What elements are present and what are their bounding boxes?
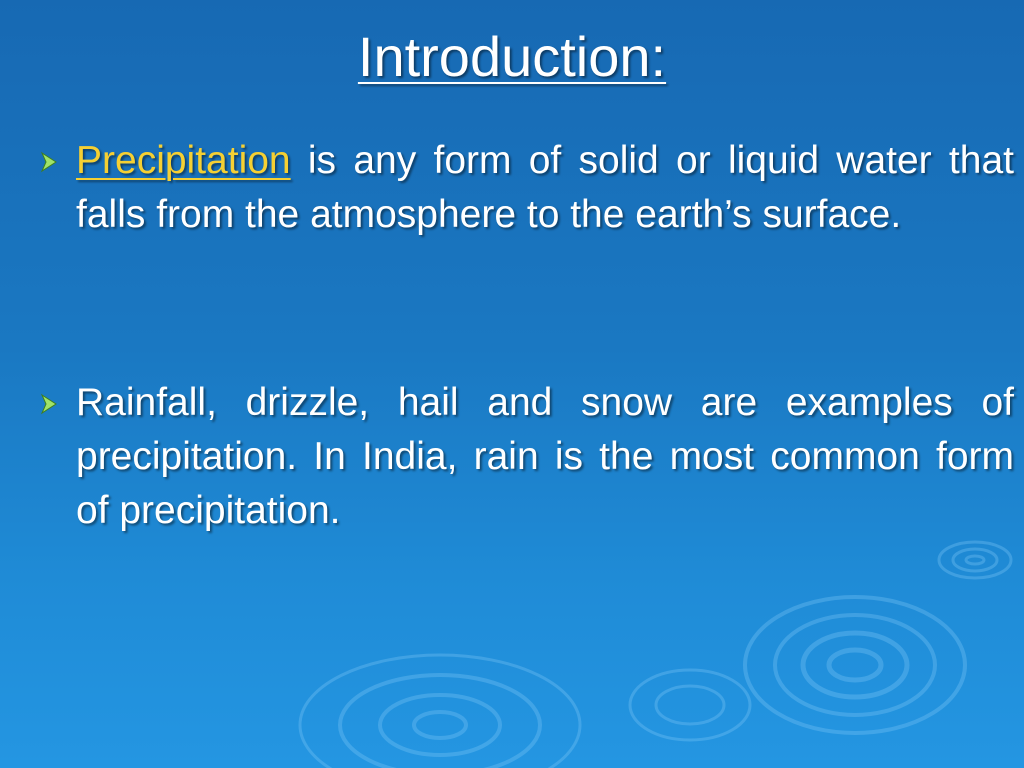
bullet-arrow-icon bbox=[36, 390, 64, 418]
precipitation-term: Precipitation bbox=[76, 139, 291, 182]
bullet-description: Rainfall, drizzle, hail and snow are examples of precipitation. In India, rain is the most common form of precipitation. bbox=[76, 381, 1014, 532]
bullet-description: is any form of solid or liquid water that falls from the atmosphere to the earth’s surface. bbox=[76, 139, 1014, 236]
bullet-item bbox=[36, 134, 1014, 242]
slide-title-text: Introduction: bbox=[357, 25, 667, 88]
slide-title bbox=[0, 22, 1024, 92]
bullet-item bbox=[36, 376, 1014, 538]
bullet-text bbox=[76, 376, 1014, 538]
bullet-text bbox=[76, 134, 1014, 242]
bullet-arrow-icon bbox=[36, 148, 64, 176]
